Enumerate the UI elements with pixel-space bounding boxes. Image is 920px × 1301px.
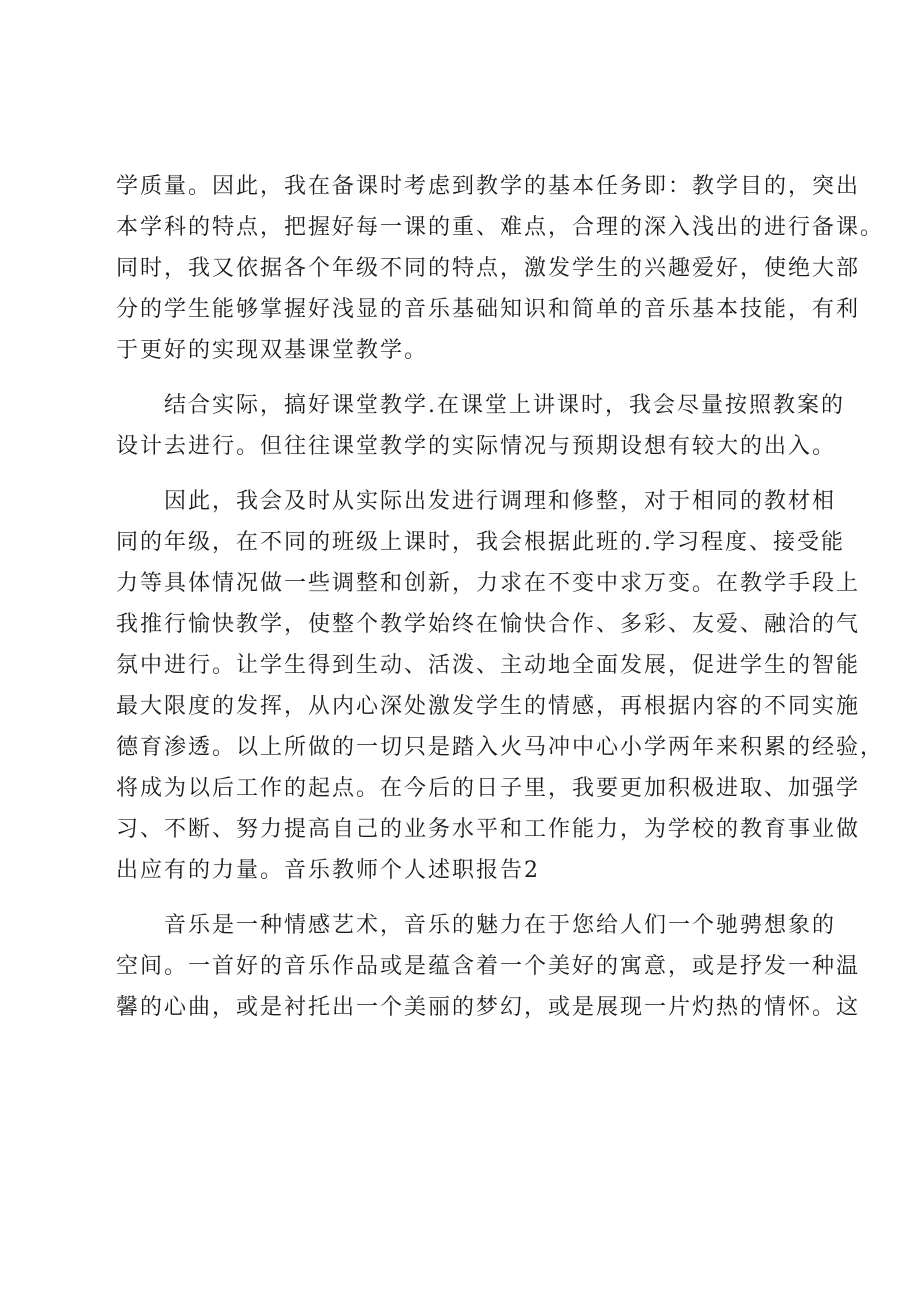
text-line: 空间。一首好的音乐作品或是蕴含着一个美好的寓意，或是抒发一种温: [116, 954, 861, 979]
body-text: [116, 166, 885, 1042]
text-line: 学质量。因此，我在备课时考虑到教学的基本任务即：教学目的，突出: [116, 174, 861, 199]
text-line: 分的学生能够掌握好浅显的音乐基础知识和简单的音乐基本技能，有利: [116, 297, 861, 322]
paragraph-1: [116, 166, 885, 371]
paragraph-2: [116, 385, 845, 467]
paragraph-3: [116, 481, 885, 891]
text-line: 设计去进行。但往往课堂教学的实际情况与预期设想有较大的出入。: [116, 434, 837, 459]
text-line: 本学科的特点，把握好每一课的重、难点，合理的深入浅出的进行备课。: [116, 215, 885, 240]
text-line: 音乐是一种情感艺术，音乐的魅力在于您给人们一个驰骋想象的: [164, 913, 837, 938]
text-line: 于更好的实现双基课堂教学。: [116, 338, 429, 363]
text-line: 结合实际，搞好课堂教学.在课堂上讲课时，我会尽量按照教案的: [164, 393, 845, 418]
text-line: 将成为以后工作的起点。在今后的日子里，我要更加积极进取、加强学: [116, 776, 861, 801]
text-line: 出应有的力量。音乐教师个人述职报告2: [116, 858, 540, 883]
text-line: 最大限度的发挥，从内心深处激发学生的情感，再根据内容的不同实施: [116, 694, 861, 719]
text-line: 我推行愉快教学，使整个教学始终在愉快合作、多彩、友爱、融洽的气: [116, 612, 861, 637]
text-line: 同的年级，在不同的班级上课时，我会根据此班的.学习程度、接受能: [116, 530, 845, 555]
paragraph-4: [116, 905, 861, 1028]
text-line: 馨的心曲，或是衬托出一个美丽的梦幻，或是展现一片灼热的情怀。这: [116, 995, 861, 1020]
text-line: 习、不断、努力提高自己的业务水平和工作能力，为学校的教育事业做: [116, 817, 861, 842]
text-line: 氛中进行。让学生得到生动、活泼、主动地全面发展，促进学生的智能: [116, 653, 861, 678]
text-line: 力等具体情况做一些调整和创新，力求在不变中求万变。在教学手段上: [116, 571, 861, 596]
text-line: 同时，我又依据各个年级不同的特点，激发学生的兴趣爱好，使绝大部: [116, 256, 861, 281]
text-line: 德育渗透。以上所做的一切只是踏入火马冲中心小学两年来积累的经验，: [116, 735, 885, 760]
text-line: 因此，我会及时从实际出发进行调理和修整，对于相同的教材相: [164, 489, 837, 514]
